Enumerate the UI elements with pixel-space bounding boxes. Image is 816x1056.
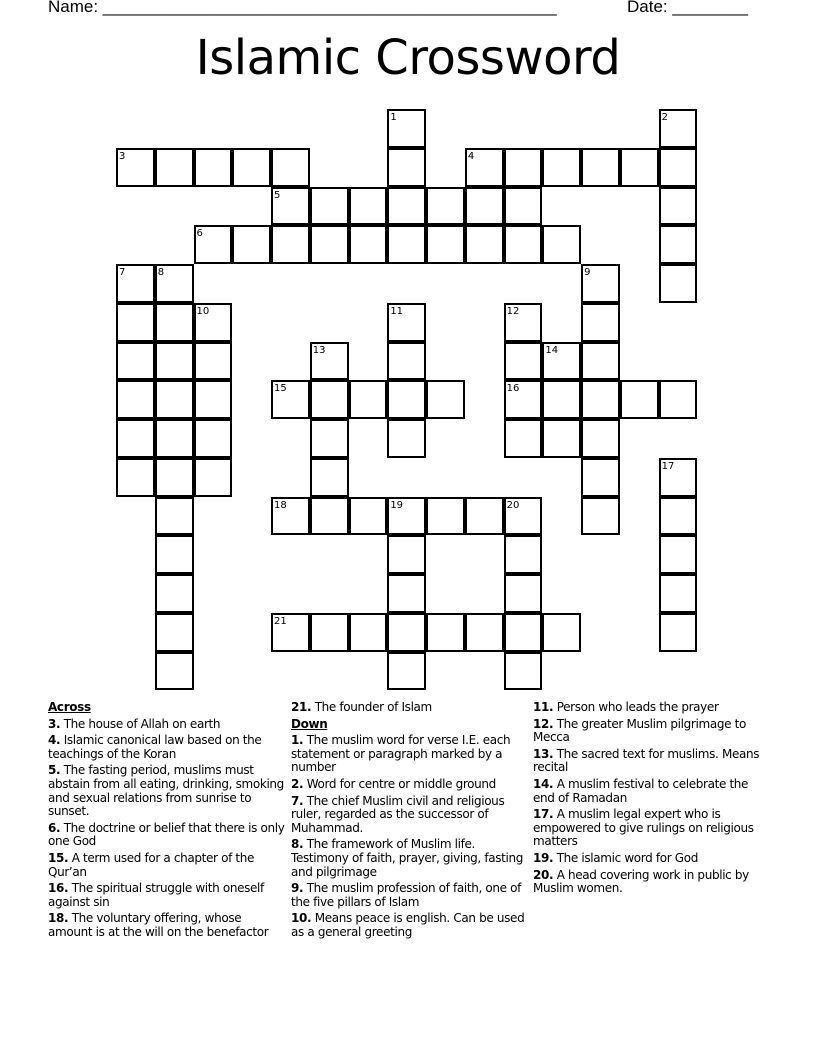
grid-cell[interactable] <box>155 303 194 342</box>
clue-text: The greater Muslim pilgrimage to Mecca <box>533 716 746 745</box>
clue-number: 12 <box>506 305 520 317</box>
grid-cell[interactable] <box>581 497 620 536</box>
clue-number: 21 <box>274 615 287 627</box>
grid-cell[interactable] <box>581 264 620 303</box>
clue-number: 10 <box>196 305 210 317</box>
grid-cell[interactable] <box>504 535 543 574</box>
grid-cell[interactable] <box>387 497 426 536</box>
grid-cell[interactable] <box>387 613 426 652</box>
clue-text: The fasting period, muslims must abstain from all eating, drinking, smoking and sexual relations from sunrise to sunset. <box>48 763 284 819</box>
grid-cell[interactable] <box>194 225 233 264</box>
grid-cell[interactable] <box>426 380 465 419</box>
clue-number: 8. <box>291 837 304 852</box>
grid-cell[interactable] <box>310 187 349 226</box>
clue-number: 21. <box>291 700 312 714</box>
clue-number: 1. <box>291 733 304 748</box>
grid-cell[interactable] <box>194 342 233 381</box>
clue-number: 17. <box>533 807 554 822</box>
grid-cell[interactable] <box>310 225 349 264</box>
clue-text: The spiritual struggle with oneself against sin <box>48 881 264 909</box>
clue-number: 9. <box>291 881 304 896</box>
clues-column-2 <box>291 701 529 943</box>
grid-cell[interactable] <box>659 497 698 536</box>
clue-text: A muslim festival to celebrate the end of Ramadan <box>533 776 749 805</box>
grid-cell[interactable] <box>271 380 310 419</box>
clue-text: The voluntary offering, whose amount is at the will on the benefactor <box>48 911 269 939</box>
grid-cell[interactable] <box>155 535 194 574</box>
grid-cell[interactable] <box>581 419 620 458</box>
grid-cell[interactable] <box>310 380 349 419</box>
grid-cell[interactable] <box>659 264 698 303</box>
clue-text: The house of Allah on earth <box>63 716 221 731</box>
clue-text: The doctrine or belief that there is only one God <box>48 820 285 849</box>
clue-number: 9 <box>584 267 591 279</box>
date-field-label: Date: ________ <box>627 0 748 16</box>
grid-cell[interactable] <box>232 148 271 187</box>
grid-cell[interactable] <box>155 148 194 187</box>
grid-cell[interactable] <box>116 342 155 381</box>
grid-cell[interactable] <box>387 380 426 419</box>
across-clue <box>48 734 286 761</box>
clue-number: 5. <box>48 763 61 778</box>
clue-number: 6 <box>196 228 203 240</box>
down-clue <box>533 748 771 775</box>
grid-cell[interactable] <box>387 652 426 691</box>
grid-cell[interactable] <box>194 458 233 497</box>
grid-cell[interactable] <box>387 535 426 574</box>
down-clue <box>291 882 529 909</box>
grid-cell[interactable] <box>504 303 543 342</box>
clue-number: 2. <box>291 776 304 791</box>
grid-cell[interactable] <box>504 419 543 458</box>
grid-cell[interactable] <box>426 187 465 226</box>
grid-cell[interactable] <box>581 303 620 342</box>
clue-text: The muslim profession of faith, one of the five pillars of Islam <box>291 881 522 909</box>
grid-cell[interactable] <box>504 225 543 264</box>
page-title: Islamic Crossword <box>195 30 621 86</box>
clue-number: 15 <box>274 383 287 395</box>
grid-cell[interactable] <box>465 613 504 652</box>
name-field-label: Name: ________________________________________________ <box>48 0 557 16</box>
clue-text: Word for centre or middle ground <box>306 776 496 791</box>
clue-number: 5 <box>274 189 281 201</box>
clue-number: 19. <box>533 850 554 865</box>
clue-text: Person who leads the prayer <box>556 700 719 714</box>
across-clue <box>48 718 286 732</box>
grid-cell[interactable] <box>194 303 233 342</box>
grid-cell[interactable] <box>194 380 233 419</box>
grid-cell[interactable] <box>349 497 388 536</box>
grid-cell[interactable] <box>387 419 426 458</box>
down-clue <box>533 701 771 715</box>
down-clue <box>291 912 529 939</box>
grid-cell[interactable] <box>465 187 504 226</box>
clue-number: 11 <box>390 305 404 317</box>
grid-cell[interactable] <box>465 148 504 187</box>
grid-cell[interactable] <box>387 342 426 381</box>
clue-number: 14. <box>533 776 554 791</box>
grid-cell[interactable] <box>155 264 194 303</box>
grid-cell[interactable] <box>659 613 698 652</box>
grid-cell[interactable] <box>504 613 543 652</box>
across-heading: Across <box>48 700 91 714</box>
across-clue <box>48 882 286 909</box>
down-clue <box>291 838 529 879</box>
grid-cell[interactable] <box>620 380 659 419</box>
grid-cell[interactable] <box>542 148 581 187</box>
clue-text: A muslim legal expert who is empowered to give rulings on religious matters <box>533 807 754 849</box>
clue-number: 18 <box>274 499 287 511</box>
grid-cell[interactable] <box>620 148 659 187</box>
grid-cell[interactable] <box>194 419 233 458</box>
grid-cell[interactable] <box>155 342 194 381</box>
grid-cell[interactable] <box>504 380 543 419</box>
down-clue <box>533 852 771 866</box>
clue-text: The founder of Islam <box>314 700 432 714</box>
clue-number: 17 <box>661 460 675 472</box>
grid-cell[interactable] <box>581 342 620 381</box>
grid-cell[interactable] <box>659 187 698 226</box>
grid-cell[interactable] <box>504 187 543 226</box>
grid-cell[interactable] <box>387 148 426 187</box>
grid-cell[interactable] <box>542 380 581 419</box>
grid-cell[interactable] <box>426 613 465 652</box>
grid-cell[interactable] <box>349 225 388 264</box>
grid-cell[interactable] <box>659 148 698 187</box>
across-clue <box>48 912 286 939</box>
down-clue <box>533 808 771 849</box>
grid-cell[interactable] <box>310 342 349 381</box>
clue-number: 20. <box>533 867 554 882</box>
clue-text: The framework of Muslim life. Testimony of faith, prayer, giving, fasting and pilgrimage <box>291 837 523 879</box>
clue-number: 1 <box>390 112 397 123</box>
clue-number: 8 <box>157 267 165 279</box>
grid-cell[interactable] <box>426 225 465 264</box>
down-clue <box>291 795 529 836</box>
clue-text: The chief Muslim civil and religious ruler, regarded as the successor of Muhammad. <box>291 793 505 835</box>
clues-column-3 <box>533 701 771 899</box>
clue-number: 4 <box>467 150 475 162</box>
clue-text: The muslim word for verse I.E. each statement or paragraph marked by a number <box>291 733 511 775</box>
clue-number: 13 <box>312 344 326 356</box>
grid-cell[interactable] <box>581 458 620 497</box>
down-clue <box>533 778 771 805</box>
grid-cell[interactable] <box>271 225 310 264</box>
grid-cell[interactable] <box>659 535 698 574</box>
grid-cell[interactable] <box>310 497 349 536</box>
clue-number: 11. <box>533 700 554 714</box>
grid-cell[interactable] <box>155 574 194 613</box>
grid-cell[interactable] <box>310 613 349 652</box>
clue-number: 20 <box>506 499 520 511</box>
clue-text: Islamic canonical law based on the teachings of the Koran <box>48 733 262 761</box>
down-clue <box>533 869 771 896</box>
grid-cell[interactable] <box>271 148 310 187</box>
grid-cell[interactable] <box>116 303 155 342</box>
grid-cell[interactable] <box>659 458 698 497</box>
grid-cell[interactable] <box>504 148 543 187</box>
down-clue <box>291 778 529 792</box>
grid-cell[interactable] <box>349 187 388 226</box>
grid-cell[interactable] <box>504 342 543 381</box>
clue-text: Means peace is english. Can be used as a general greeting <box>291 911 525 939</box>
crossword-grid <box>117 110 701 694</box>
grid-cell[interactable] <box>504 652 543 691</box>
clue-number: 16. <box>48 881 69 896</box>
grid-cell[interactable] <box>659 225 698 264</box>
grid-cell[interactable] <box>504 497 543 536</box>
clue-number: 19 <box>390 499 404 511</box>
across-clue <box>48 764 286 818</box>
clue-number: 2 <box>661 112 668 123</box>
grid-cell[interactable] <box>349 380 388 419</box>
grid-cell[interactable] <box>504 574 543 613</box>
down-clue <box>533 718 771 745</box>
grid-cell[interactable] <box>116 419 155 458</box>
grid-cell[interactable] <box>581 380 620 419</box>
clue-number: 10. <box>291 911 312 926</box>
grid-cell[interactable] <box>116 458 155 497</box>
clue-text: A head covering work in public by Muslim women. <box>533 867 749 896</box>
grid-cell[interactable] <box>155 497 194 536</box>
grid-cell[interactable] <box>116 380 155 419</box>
down-clue <box>291 734 529 775</box>
clue-number: 13. <box>533 746 554 761</box>
across-clue <box>291 701 529 715</box>
grid-cell[interactable] <box>465 225 504 264</box>
clue-number: 3 <box>119 150 126 162</box>
grid-cell[interactable] <box>310 458 349 497</box>
grid-cell[interactable] <box>271 187 310 226</box>
grid-cell[interactable] <box>155 613 194 652</box>
clue-number: 7 <box>119 267 126 279</box>
clue-number: 14 <box>545 344 559 356</box>
clue-number: 12. <box>533 716 554 731</box>
clue-number: 3. <box>48 716 61 731</box>
clue-number: 6. <box>48 820 61 835</box>
grid-cell[interactable] <box>465 497 504 536</box>
grid-cell[interactable] <box>116 148 155 187</box>
clue-number: 4. <box>48 733 61 748</box>
clue-number: 15. <box>48 850 69 865</box>
clue-text: The islamic word for God <box>556 850 699 865</box>
grid-cell[interactable] <box>659 574 698 613</box>
grid-cell[interactable] <box>271 613 310 652</box>
grid-cell[interactable] <box>542 225 581 264</box>
grid-cell[interactable] <box>581 148 620 187</box>
grid-cell[interactable] <box>155 380 194 419</box>
grid-cell[interactable] <box>116 264 155 303</box>
grid-cell[interactable] <box>426 497 465 536</box>
grid-cell[interactable] <box>194 148 233 187</box>
grid-cell[interactable] <box>155 458 194 497</box>
clue-number: 18. <box>48 911 69 926</box>
grid-cell[interactable] <box>542 342 581 381</box>
grid-cell[interactable] <box>155 652 194 691</box>
grid-cell[interactable] <box>310 419 349 458</box>
grid-cell[interactable] <box>232 225 271 264</box>
grid-cell[interactable] <box>349 613 388 652</box>
grid-cell[interactable] <box>387 225 426 264</box>
grid-cell[interactable] <box>271 497 310 536</box>
grid-cell[interactable] <box>542 613 581 652</box>
clue-number: 7. <box>291 793 304 808</box>
down-heading: Down <box>291 716 328 731</box>
grid-cell[interactable] <box>387 187 426 226</box>
across-clue <box>48 852 286 879</box>
grid-cell[interactable] <box>659 109 698 148</box>
clues-column-1 <box>48 701 286 943</box>
grid-cell[interactable] <box>387 303 426 342</box>
grid-cell[interactable] <box>155 419 194 458</box>
grid-cell[interactable] <box>387 109 426 148</box>
clue-text: The sacred text for muslims. Means recital <box>533 746 760 775</box>
clue-text: A term used for a chapter of the Qur’an <box>48 850 255 879</box>
grid-cell[interactable] <box>387 574 426 613</box>
grid-cell[interactable] <box>542 419 581 458</box>
clue-number: 16 <box>506 383 520 395</box>
across-clue <box>48 822 286 849</box>
grid-cell[interactable] <box>659 380 698 419</box>
